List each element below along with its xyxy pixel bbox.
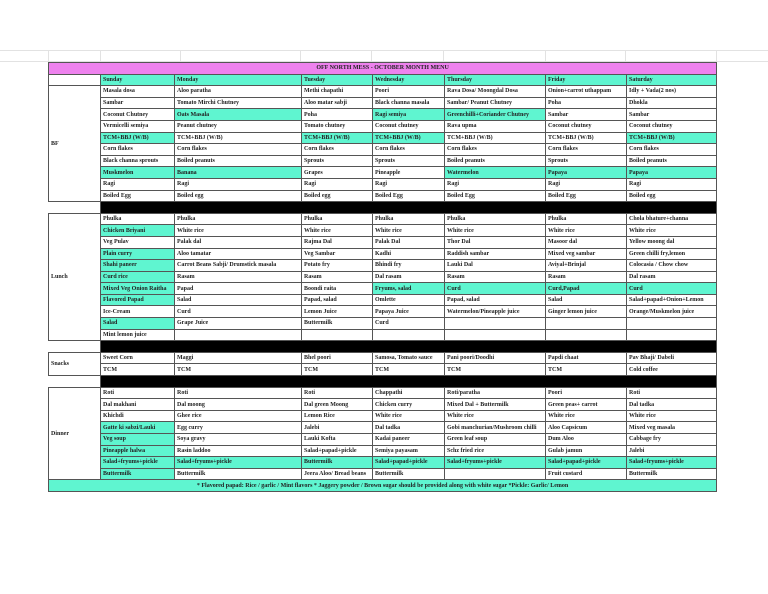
menu-item: Buttermilk — [175, 468, 302, 480]
menu-table — [48, 62, 717, 492]
menu-item — [445, 468, 546, 480]
menu-item: Roti — [627, 387, 717, 399]
menu-item: Roti — [101, 387, 175, 399]
menu-item: Rasam — [302, 271, 373, 283]
menu-row — [49, 213, 717, 225]
menu-item: Roti — [302, 387, 373, 399]
menu-item: Fruit custard — [546, 468, 627, 480]
menu-item: TCM — [546, 364, 627, 376]
menu-item: Sprouts — [302, 155, 373, 167]
menu-item: TCM — [445, 364, 546, 376]
menu-item: TCM+BBJ (W/B) — [175, 132, 302, 144]
menu-item: Rava Dosa/ Moongdal Dosa — [445, 86, 546, 98]
separator-bar — [101, 341, 717, 353]
menu-item: Pani poori/Doodhi — [445, 352, 546, 364]
menu-item: Coconut chutney — [546, 120, 627, 132]
gridline — [180, 50, 181, 62]
gridline — [625, 50, 626, 62]
menu-row — [49, 97, 717, 109]
menu-item: Curd — [175, 306, 302, 318]
menu-item: Veg Sambar — [302, 248, 373, 260]
gridline — [545, 50, 546, 62]
gridline — [0, 50, 768, 51]
menu-item: Chicken curry — [373, 399, 445, 411]
menu-item: Fryums, salad — [373, 283, 445, 295]
menu-item: Khichdi — [101, 410, 175, 422]
menu-item: Mixed Dal + Buttermilk — [445, 399, 546, 411]
separator-bar — [101, 376, 717, 388]
menu-item: Shahi paneer — [101, 260, 175, 272]
menu-item: Coconut Chutney — [101, 109, 175, 121]
menu-item: Phulka — [101, 213, 175, 225]
menu-item: Chicken Briyani — [101, 225, 175, 237]
menu-item: Orange/Muskmelon juice — [627, 306, 717, 318]
menu-item: Masoor dal — [546, 236, 627, 248]
menu-item: Dal tadka — [373, 422, 445, 434]
menu-item: Cold coffee — [627, 364, 717, 376]
menu-item: Veg soup — [101, 434, 175, 446]
menu-item: Ginger lemon juice — [546, 306, 627, 318]
menu-item: Coconut chutney — [373, 120, 445, 132]
menu-item: Muskmelon — [101, 167, 175, 179]
menu-item: Samosa, Tomato sauce — [373, 352, 445, 364]
section-separator — [49, 202, 717, 214]
menu-item: Mixed veg sambar — [546, 248, 627, 260]
menu-item: Thor Dal — [445, 236, 546, 248]
menu-item: Dal green Moong — [302, 399, 373, 411]
menu-item: Sprouts — [373, 155, 445, 167]
menu-row — [49, 387, 717, 399]
menu-item: Curd — [445, 283, 546, 295]
meal-label: BF — [49, 86, 101, 202]
menu-row — [49, 271, 717, 283]
menu-item: Mint lemon juice — [101, 329, 175, 341]
menu-item: Salad+papad+pickle — [302, 445, 373, 457]
menu-item: Tomato Mirchi Chutney — [175, 97, 302, 109]
menu-title: OFF NORTH MESS - OCTOBER MONTH MENU — [49, 63, 717, 75]
menu-row — [49, 352, 717, 364]
menu-item: Curd rice — [101, 271, 175, 283]
menu-item: Salad — [546, 294, 627, 306]
menu-item: Sambar — [101, 97, 175, 109]
menu-item: Green leaf soup — [445, 434, 546, 446]
menu-item: TCM+BBJ (W/B) — [373, 132, 445, 144]
menu-item: Salad+papad+Onion+Lemon — [627, 294, 717, 306]
menu-item: Aloo Capsicum — [546, 422, 627, 434]
menu-item: Boiled Egg — [101, 190, 175, 202]
menu-item: Salad+papad+pickle — [546, 457, 627, 469]
menu-item: Poha — [302, 109, 373, 121]
menu-item: White rice — [627, 410, 717, 422]
menu-item: White rice — [546, 225, 627, 237]
menu-item: Dal rasam — [627, 271, 717, 283]
menu-item: Tomato chutney — [302, 120, 373, 132]
menu-item: Cabbage fry — [627, 434, 717, 446]
menu-item: Sambar — [627, 109, 717, 121]
menu-row — [49, 318, 717, 330]
menu-item: Boiled peanuts — [175, 155, 302, 167]
menu-item: Boiled peanuts — [627, 155, 717, 167]
menu-item: Ragi — [302, 178, 373, 190]
footnote: * Flavored papad: Rice / garlic / Mint flavors * Jaggery powder / Brown sugar should be provided along with white sugar *Pickle: Garlic/ Lemon — [49, 480, 717, 492]
menu-item: Oats Masala — [175, 109, 302, 121]
day-header: Wednesday — [373, 74, 445, 86]
menu-item: Sprouts — [546, 155, 627, 167]
menu-item: Plain curry — [101, 248, 175, 260]
day-header: Saturday — [627, 74, 717, 86]
day-header: Tuesday — [302, 74, 373, 86]
menu-item: Phulka — [302, 213, 373, 225]
menu-item: Salad — [175, 294, 302, 306]
menu-item: Roti/paratha — [445, 387, 546, 399]
gridline — [48, 50, 49, 62]
menu-item: Roti — [175, 387, 302, 399]
menu-item: Phulka — [546, 213, 627, 225]
menu-item: TCM — [373, 364, 445, 376]
menu-item: White rice — [445, 410, 546, 422]
menu-item: Boiled egg — [627, 190, 717, 202]
menu-item: Bhel poori — [302, 352, 373, 364]
menu-item: Semiya payasam — [373, 445, 445, 457]
menu-row — [49, 399, 717, 411]
menu-item: Boiled Egg — [373, 190, 445, 202]
menu-item: Salad+fryums+pickle — [627, 457, 717, 469]
menu-item: Jalebi — [627, 445, 717, 457]
menu-item: Corn flakes — [175, 144, 302, 156]
menu-item: Ragi — [101, 178, 175, 190]
menu-item: Sambar/ Peanut Chutney — [445, 97, 546, 109]
menu-row — [49, 434, 717, 446]
menu-item: Mixed veg masala — [627, 422, 717, 434]
menu-item: Papad — [175, 283, 302, 295]
gridline — [443, 50, 444, 62]
menu-item: Corn flakes — [445, 144, 546, 156]
menu-item: Black channa masala — [373, 97, 445, 109]
menu-item: Grape Juice — [175, 318, 302, 330]
menu-item: Poori — [546, 387, 627, 399]
menu-item: Buttermilk — [627, 468, 717, 480]
menu-row — [49, 225, 717, 237]
menu-item: Lemon Juice — [302, 306, 373, 318]
menu-item: TCM+BBJ (W/B) — [302, 132, 373, 144]
menu-item: Vermicelli semiya — [101, 120, 175, 132]
menu-item: Sambar — [546, 109, 627, 121]
menu-item: Banana — [175, 167, 302, 179]
menu-row — [49, 445, 717, 457]
menu-item: Chappathi — [373, 387, 445, 399]
menu-item: Dal tadka — [627, 399, 717, 411]
separator-cell — [49, 376, 101, 388]
menu-item: Onion+carrot uthappam — [546, 86, 627, 98]
menu-row — [49, 178, 717, 190]
menu-item: Potato fry — [302, 260, 373, 272]
menu-row — [49, 132, 717, 144]
menu-item: Aloo tamatar — [175, 248, 302, 260]
separator-bar — [101, 202, 717, 214]
menu-item: Buttermilk — [373, 468, 445, 480]
menu-item: Boondi raita — [302, 283, 373, 295]
menu-item: Soya gravy — [175, 434, 302, 446]
menu-row — [49, 144, 717, 156]
menu-item: Curd,Papad — [546, 283, 627, 295]
menu-item: Yellow moong dal — [627, 236, 717, 248]
menu-item: Dal makhani — [101, 399, 175, 411]
menu-item: TCM — [101, 364, 175, 376]
menu-row — [49, 306, 717, 318]
menu-item: TCM+BBJ (W/B) — [627, 132, 717, 144]
menu-item: Salad — [101, 318, 175, 330]
menu-item: Ragi — [445, 178, 546, 190]
menu-item: Jalebi — [302, 422, 373, 434]
menu-row — [49, 422, 717, 434]
menu-item: Curd — [373, 318, 445, 330]
menu-item: Kadai paneer — [373, 434, 445, 446]
menu-item: Boiled egg — [175, 190, 302, 202]
gridline — [716, 50, 717, 62]
menu-item: Idly + Vada(2 nos) — [627, 86, 717, 98]
menu-item: Green peas+ carrot — [546, 399, 627, 411]
menu-item: Green chilli fry,lemon — [627, 248, 717, 260]
menu-item: Schz fried rice — [445, 445, 546, 457]
menu-item: Raddish sambar — [445, 248, 546, 260]
menu-row — [49, 260, 717, 272]
menu-row — [49, 283, 717, 295]
menu-item: Pav Bhaji/ Dabeli — [627, 352, 717, 364]
menu-item: Boiled peanuts — [445, 155, 546, 167]
menu-item: Lemon Rice — [302, 410, 373, 422]
menu-item: Aloo matar sabji — [302, 97, 373, 109]
menu-item: Greenchilli+Coriander Chutney — [445, 109, 546, 121]
menu-item: Rasin laddoo — [175, 445, 302, 457]
menu-row — [49, 329, 717, 341]
menu-item: White rice — [175, 225, 302, 237]
menu-item: Ragi — [175, 178, 302, 190]
day-header-row — [49, 74, 717, 86]
menu-item: Grapes — [302, 167, 373, 179]
menu-row — [49, 248, 717, 260]
menu-item — [373, 329, 445, 341]
menu-item: White rice — [302, 225, 373, 237]
menu-item: Phulka — [175, 213, 302, 225]
menu-item: Pineapple — [373, 167, 445, 179]
menu-item: Bhindi fry — [373, 260, 445, 272]
menu-item: Rasam — [546, 271, 627, 283]
menu-item — [445, 318, 546, 330]
menu-item: TCM — [175, 364, 302, 376]
menu-item: Palak Dal — [373, 236, 445, 248]
menu-item: Jeera Aloo/ Bread beans — [302, 468, 373, 480]
menu-item: Ragi semiya — [373, 109, 445, 121]
gridline — [300, 50, 301, 62]
menu-row — [49, 86, 717, 98]
menu-item: Lauki Kofta — [302, 434, 373, 446]
menu-item: Masala dosa — [101, 86, 175, 98]
day-header: Friday — [546, 74, 627, 86]
menu-item: Corn flakes — [373, 144, 445, 156]
menu-item: Rava upma — [445, 120, 546, 132]
section-separator — [49, 376, 717, 388]
menu-item: Coconut chutney — [627, 120, 717, 132]
menu-item: Lauki Dal — [445, 260, 546, 272]
menu-item: Ragi — [373, 178, 445, 190]
menu-item: Rajma Dal — [302, 236, 373, 248]
menu-row — [49, 294, 717, 306]
menu-row — [49, 236, 717, 248]
section-separator — [49, 341, 717, 353]
menu-item: White rice — [373, 225, 445, 237]
empty-grid-area — [0, 0, 768, 62]
menu-item: TCM+BBJ (W/B) — [101, 132, 175, 144]
menu-item: Dal moong — [175, 399, 302, 411]
menu-item: Dal rasam — [373, 271, 445, 283]
menu-item: Maggi — [175, 352, 302, 364]
gridline — [371, 50, 372, 62]
menu-item: Phulka — [445, 213, 546, 225]
separator-cell — [49, 341, 101, 353]
menu-item: White rice — [445, 225, 546, 237]
menu-item: Papad, salad — [445, 294, 546, 306]
menu-item: Gatte ki sabzi/Lauki — [101, 422, 175, 434]
menu-item: White rice — [627, 225, 717, 237]
menu-item: White rice — [546, 410, 627, 422]
menu-row — [49, 155, 717, 167]
menu-item: Corn flakes — [627, 144, 717, 156]
menu-item: Methi chapathi — [302, 86, 373, 98]
footnote-row — [49, 480, 717, 492]
menu-item: Flavored Papad — [101, 294, 175, 306]
menu-item: Carrot Beans Sabji/ Drumstick masala — [175, 260, 302, 272]
gridline — [100, 50, 101, 62]
menu-item: Egg curry — [175, 422, 302, 434]
menu-row — [49, 410, 717, 422]
menu-row — [49, 364, 717, 376]
menu-row — [49, 190, 717, 202]
menu-item: Salad+papad+pickle — [373, 457, 445, 469]
menu-item: Gulab jamun — [546, 445, 627, 457]
menu-item: Colocasia / Chow chow — [627, 260, 717, 272]
menu-item: Papad, salad — [302, 294, 373, 306]
menu-item: Corn flakes — [101, 144, 175, 156]
meal-label: Lunch — [49, 213, 101, 341]
menu-item: Ragi — [546, 178, 627, 190]
menu-item: Watermelon — [445, 167, 546, 179]
menu-item: Pineapple halwa — [101, 445, 175, 457]
menu-item: Omlette — [373, 294, 445, 306]
menu-item: Peanut chutney — [175, 120, 302, 132]
day-header: Thursday — [445, 74, 546, 86]
menu-item: Boiled Egg — [546, 190, 627, 202]
menu-item: Veg Pulav — [101, 236, 175, 248]
menu-item: TCM+BBJ (W/B) — [445, 132, 546, 144]
menu-item — [627, 318, 717, 330]
menu-item — [627, 329, 717, 341]
menu-item: Buttermilk — [302, 457, 373, 469]
menu-item — [175, 329, 302, 341]
menu-item: Papaya Juice — [373, 306, 445, 318]
menu-item: Corn flakes — [546, 144, 627, 156]
menu-item: Mixed Veg Onion Raitha — [101, 283, 175, 295]
menu-item: Chola bhature+channa — [627, 213, 717, 225]
menu-item: Phulka — [373, 213, 445, 225]
menu-item: Sweet Corn — [101, 352, 175, 364]
menu-item: Buttermilk — [302, 318, 373, 330]
day-header: Sunday — [101, 74, 175, 86]
corner-cell — [49, 74, 101, 86]
menu-item: Black channa sprouts — [101, 155, 175, 167]
menu-item: TCM — [302, 364, 373, 376]
menu-item: Poha — [546, 97, 627, 109]
menu-item: Boiled Egg — [445, 190, 546, 202]
menu-item: Poori — [373, 86, 445, 98]
menu-row — [49, 468, 717, 480]
menu-item: Dum Aloo — [546, 434, 627, 446]
menu-item: Rasam — [445, 271, 546, 283]
menu-item: Kadhi — [373, 248, 445, 260]
menu-item: Boiled egg — [302, 190, 373, 202]
menu-item — [546, 329, 627, 341]
menu-item: Ice-Cream — [101, 306, 175, 318]
menu-item: Aloo paratha — [175, 86, 302, 98]
menu-item: Dhokla — [627, 97, 717, 109]
menu-item: Papaya — [627, 167, 717, 179]
menu-row — [49, 167, 717, 179]
separator-cell — [49, 202, 101, 214]
menu-item: Salad+fryums+pickle — [101, 457, 175, 469]
menu-item: Palak dal — [175, 236, 302, 248]
menu-row — [49, 109, 717, 121]
menu-row — [49, 120, 717, 132]
menu-item: Curd — [627, 283, 717, 295]
menu-item: TCM+BBJ (W/B) — [546, 132, 627, 144]
menu-item: Watermelon/Pineapple juice — [445, 306, 546, 318]
menu-item: White rice — [373, 410, 445, 422]
menu-item: Aviyal+Brinjal — [546, 260, 627, 272]
menu-item — [445, 329, 546, 341]
menu-item: Salad+fryums+pickle — [445, 457, 546, 469]
menu-item: Papdi chaat — [546, 352, 627, 364]
menu-item: Ragi — [627, 178, 717, 190]
menu-item — [546, 318, 627, 330]
menu-item: Papaya — [546, 167, 627, 179]
meal-label: Dinner — [49, 387, 101, 480]
menu-item: Salad+fryums+pickle — [175, 457, 302, 469]
menu-item: Buttermilk — [101, 468, 175, 480]
menu-item: Ghee rice — [175, 410, 302, 422]
meal-label: Snacks — [49, 352, 101, 375]
menu-row — [49, 457, 717, 469]
menu-item: Corn flakes — [302, 144, 373, 156]
menu-item: Gobi manchurian/Mushroom chilli — [445, 422, 546, 434]
day-header: Monday — [175, 74, 302, 86]
menu-item — [302, 329, 373, 341]
menu-item: Rasam — [175, 271, 302, 283]
